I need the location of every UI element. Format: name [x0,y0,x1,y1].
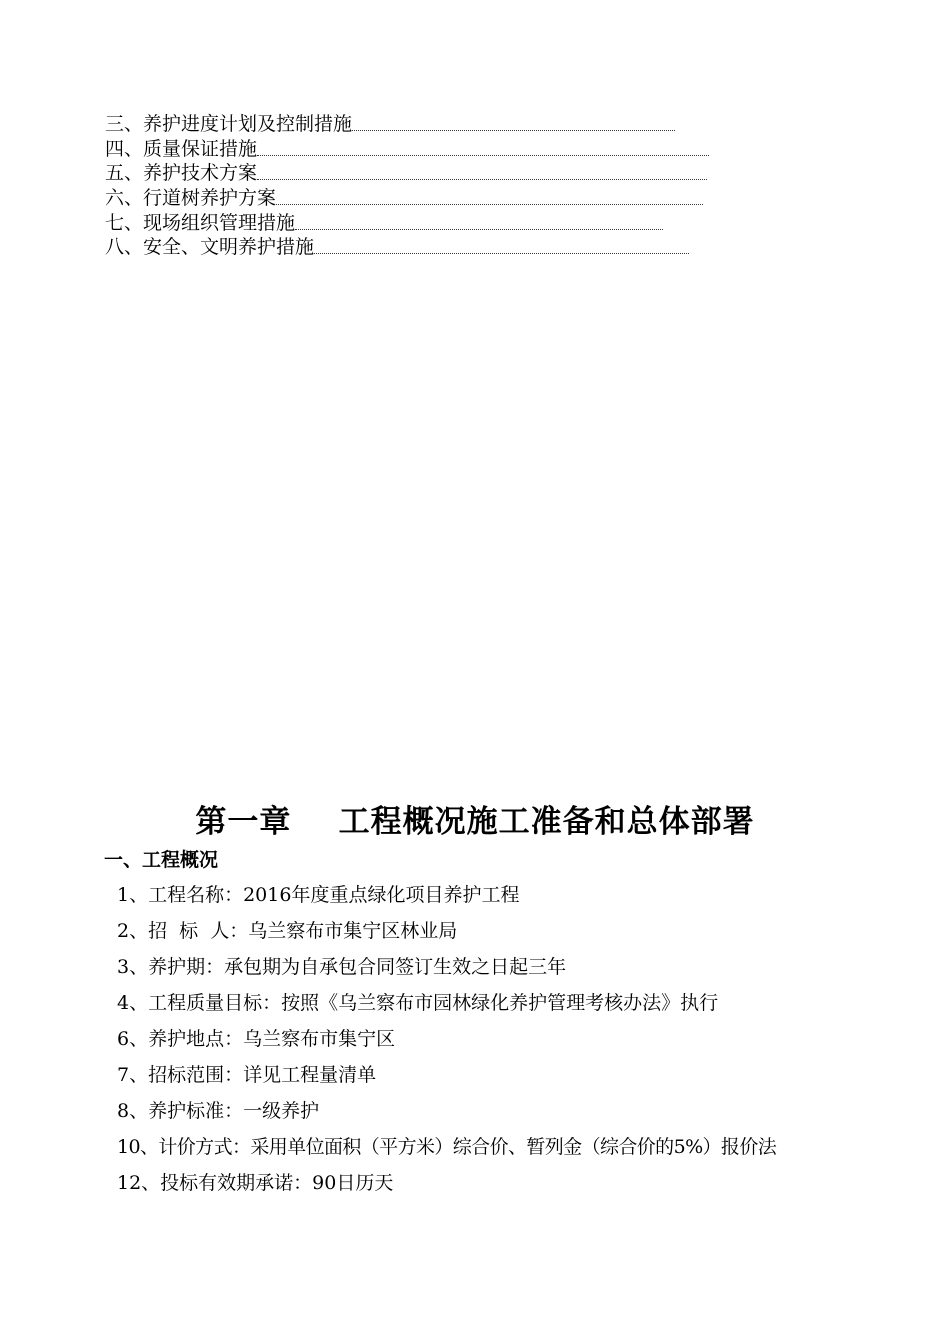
info-item: 12、投标有效期承诺：90日历天 [117,1172,394,1194]
toc-dot-leader [295,229,663,230]
info-item: 7、招标范围：详见工程量清单 [117,1064,377,1086]
info-item: 2、招 标 人：乌兰察布市集宁区林业局 [117,920,458,942]
toc-dot-leader [352,130,675,131]
toc-item-label: 七、现场组织管理措施 [105,212,296,234]
toc-item-label: 六、行道树养护方案 [105,187,277,209]
toc-item[interactable] [105,185,703,209]
toc-item[interactable] [105,111,675,135]
toc-item[interactable] [105,210,663,234]
info-item: 10、计价方式：采用单位面积（平方米）综合价、暂列金（综合价的5%）报价法 [117,1136,777,1158]
toc-dot-leader [257,155,709,156]
toc-dot-leader [276,204,703,205]
toc-item-label: 八、安全、文明养护措施 [105,236,315,258]
toc-item-label: 五、养护技术方案 [105,162,258,184]
info-item: 4、工程质量目标：按照《乌兰察布市园林绿化养护管理考核办法》执行 [117,992,719,1014]
info-item: 3、养护期：承包期为自承包合同签订生效之日起三年 [117,956,567,978]
toc-item[interactable] [105,136,709,160]
info-item: 6、养护地点：乌兰察布市集宁区 [117,1028,396,1050]
toc-item-label: 三、养护进度计划及控制措施 [105,113,353,135]
toc-item[interactable] [105,234,689,258]
info-item: 1、工程名称：2016年度重点绿化项目养护工程 [117,884,520,906]
toc-dot-leader [314,253,689,254]
section-heading: 一、工程概况 [104,849,219,871]
toc-item[interactable] [105,160,707,184]
info-item: 8、养护标准：一级养护 [117,1100,320,1122]
chapter-title: 第一章 工程概况施工准备和总体部署 [195,804,755,840]
toc-item-label: 四、质量保证措施 [105,138,258,160]
toc-dot-leader [257,179,707,180]
